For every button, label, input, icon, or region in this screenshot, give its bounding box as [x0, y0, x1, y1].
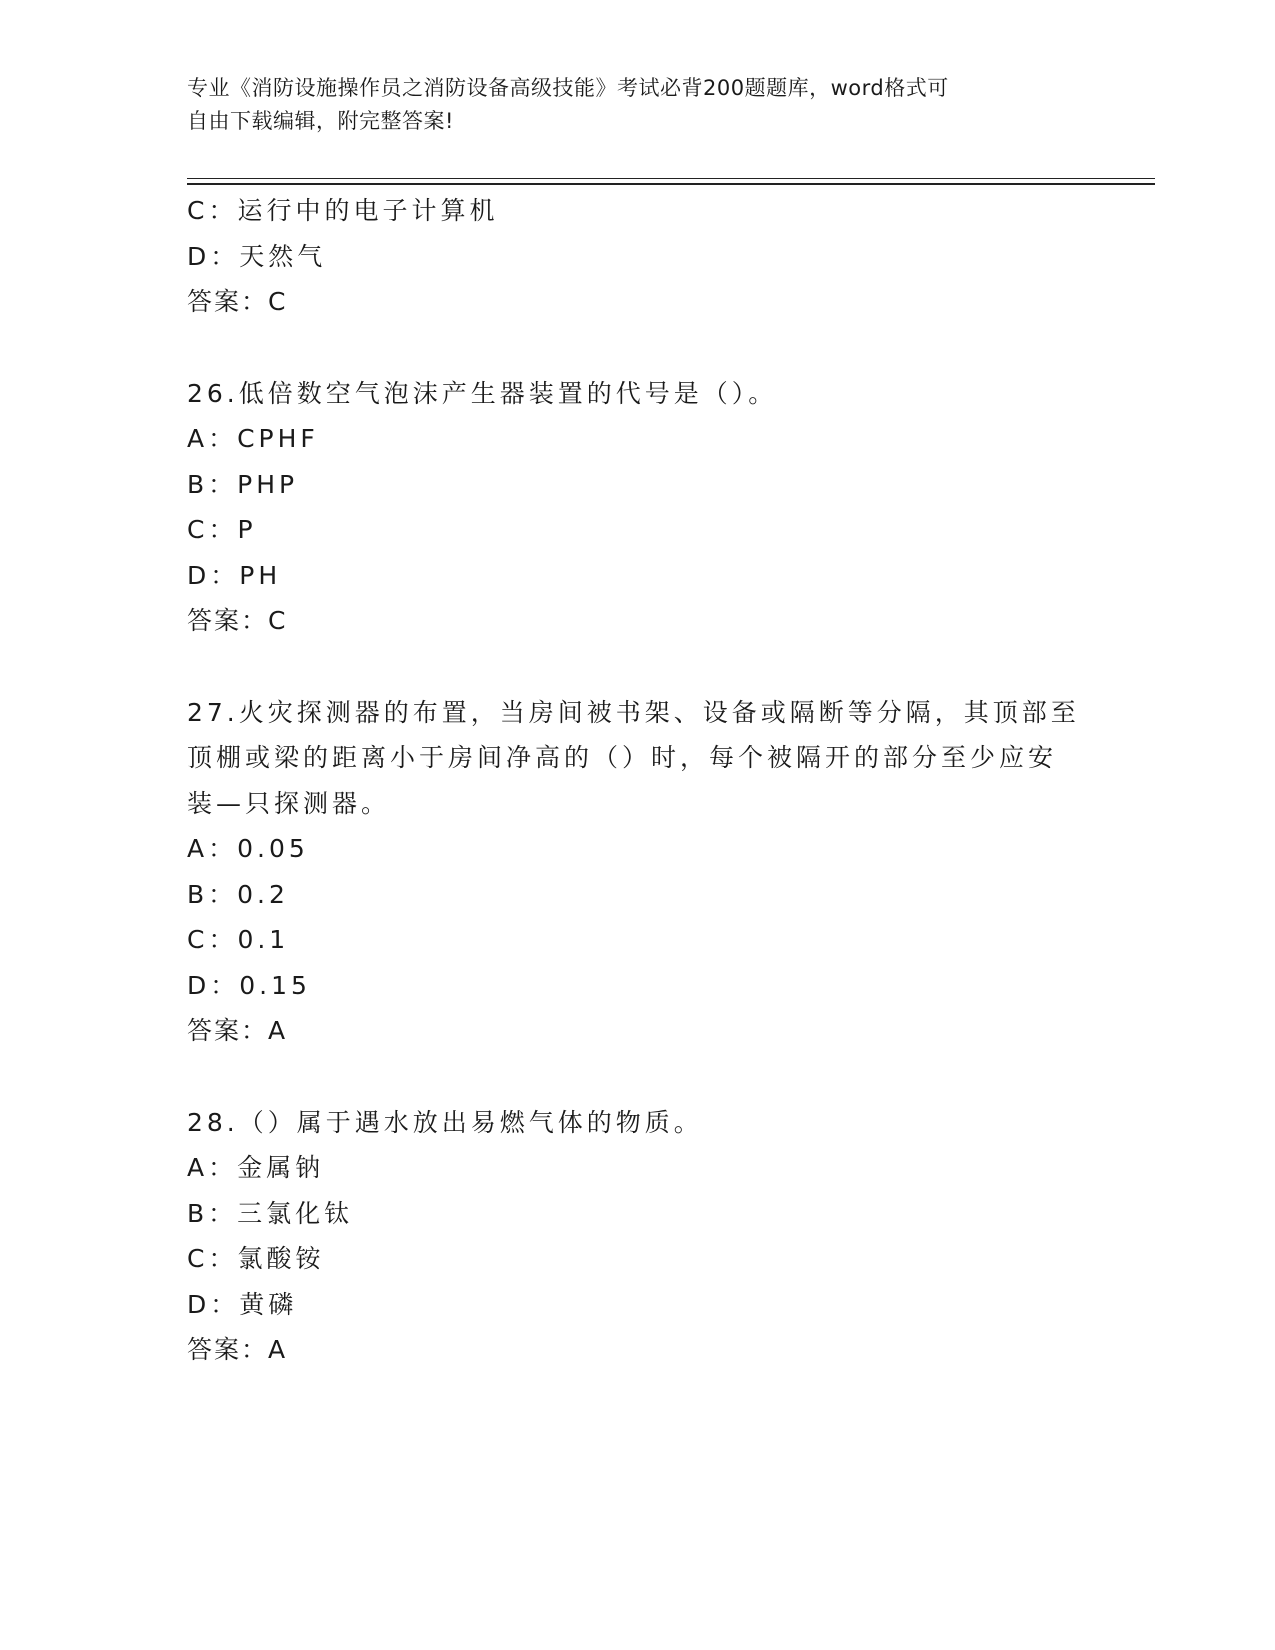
answer: 答案：C [187, 287, 288, 316]
answer: 答案：C [187, 606, 288, 635]
question-text-line-3: 装—只探测器。 [187, 788, 391, 818]
header-line-1: 专业《消防设施操作员之消防设备高级技能》考试必背200题题库，word格式可 [187, 76, 949, 100]
question-block-27 [187, 690, 1087, 1054]
question-text-line-1: 27.火灾探测器的布置，当房间被书架、设备或隔断等分隔，其顶部至 [187, 697, 1080, 727]
option-d: D：PH [187, 560, 282, 590]
option-d: D：天然气 [187, 241, 327, 271]
header-divider-thick [187, 183, 1155, 185]
question-block-26 [187, 371, 1087, 644]
option-a: A：金属钠 [187, 1153, 325, 1182]
header-divider-thin [187, 178, 1155, 179]
question-text: 28.（）属于遇水放出易燃气体的物质。 [187, 1107, 703, 1137]
option-b: B：0.2 [187, 879, 289, 909]
option-c: C：氯酸铵 [187, 1244, 325, 1273]
option-a: A：CPHF [187, 424, 319, 453]
option-b: B：PHP [187, 469, 299, 499]
option-d: D：0.15 [187, 970, 311, 1000]
question-block-28 [187, 1100, 1087, 1373]
option-b: B：三氯化钛 [187, 1198, 354, 1228]
question-list [187, 188, 1087, 1373]
option-c: C：运行中的电子计算机 [187, 196, 499, 225]
question-text: 26.低倍数空气泡沫产生器装置的代号是（）。 [187, 378, 778, 408]
header-line-2: 自由下载编辑，附完整答案! [187, 109, 454, 133]
spacer [187, 1054, 1087, 1100]
question-block-25 [187, 188, 1087, 325]
option-c: C：P [187, 515, 257, 544]
option-a: A：0.05 [187, 834, 309, 863]
question-text-line-2: 顶棚或梁的距离小于房间净高的（）时，每个被隔开的部分至少应安 [187, 743, 1058, 772]
spacer [187, 644, 1087, 690]
answer: 答案：A [187, 1335, 288, 1364]
spacer [187, 325, 1087, 371]
answer: 答案：A [187, 1016, 288, 1045]
option-d: D：黄磷 [187, 1289, 298, 1319]
option-c: C：0.1 [187, 925, 290, 954]
document-header [187, 72, 1067, 138]
